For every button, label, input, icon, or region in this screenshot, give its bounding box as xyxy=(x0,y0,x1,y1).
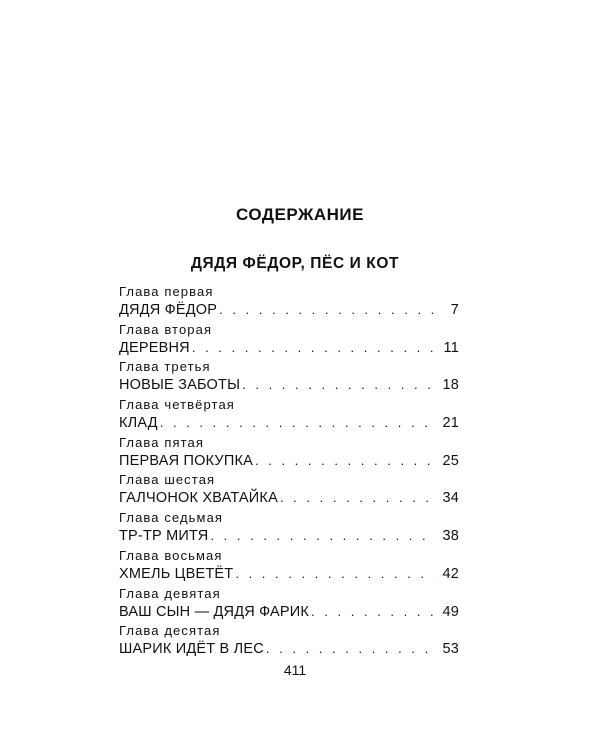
chapter-label: Глава девятая xyxy=(119,585,221,601)
chapter-label: Глава первая xyxy=(119,284,214,299)
chapter-page-number: 25 xyxy=(442,452,459,469)
chapter-line xyxy=(119,488,459,508)
dot-leader xyxy=(255,451,435,471)
page-number: 411 xyxy=(283,662,307,678)
chapter-label: Глава третья xyxy=(119,359,211,375)
toc-entry xyxy=(119,434,459,472)
toc-entry xyxy=(119,321,459,359)
dot-leader xyxy=(210,526,435,546)
toc-entry xyxy=(119,622,459,660)
chapter-line xyxy=(119,526,459,546)
dot-leader xyxy=(242,375,435,395)
toc-entry xyxy=(119,283,459,321)
section-heading: ДЯДЯ ФЁДОР, ПЁС И КОТ xyxy=(190,255,400,272)
chapter-name: ДЕРЕВНЯ xyxy=(119,339,190,356)
toc-entry xyxy=(119,471,459,509)
chapter-page-number: 49 xyxy=(442,603,459,620)
chapter-page-number: 21 xyxy=(442,415,459,432)
chapter-line xyxy=(119,639,459,659)
dot-leader xyxy=(160,413,435,433)
contents-heading: СОДЕРЖАНИЕ xyxy=(236,205,364,224)
dot-leader xyxy=(266,639,435,659)
chapter-name: ШАРИК ИДЁТ В ЛЕС xyxy=(119,641,264,658)
chapter-name: ТР-ТР МИТЯ xyxy=(119,528,209,545)
chapter-line xyxy=(119,413,459,433)
dot-leader xyxy=(192,338,435,358)
chapter-name: КЛАД xyxy=(119,415,158,432)
chapter-line xyxy=(119,564,459,584)
toc-entry xyxy=(119,509,459,547)
chapter-name: ПЕРВАЯ ПОКУПКА xyxy=(119,452,253,469)
chapter-page-number: 53 xyxy=(442,641,459,658)
chapter-name: НОВЫЕ ЗАБОТЫ xyxy=(119,377,241,394)
toc-entry xyxy=(119,358,459,396)
chapter-line xyxy=(119,300,459,320)
chapter-page-number: 7 xyxy=(450,302,459,318)
chapter-page-number: 11 xyxy=(443,339,459,356)
dot-leader xyxy=(219,300,435,320)
chapter-name: ДЯДЯ ФЁДОР xyxy=(119,302,218,318)
chapter-name: ВАШ СЫН — ДЯДЯ ФАРИК xyxy=(119,603,310,620)
chapter-line xyxy=(119,338,459,358)
chapter-page-number: 38 xyxy=(442,528,459,545)
chapter-page-number: 34 xyxy=(442,490,459,507)
chapter-line xyxy=(119,375,459,395)
chapter-label: Глава седьмая xyxy=(119,510,224,526)
chapter-label: Глава восьмая xyxy=(119,547,223,563)
chapter-name: ГАЛЧОНОК ХВАТАЙКА xyxy=(119,490,278,507)
chapter-label: Глава десятая xyxy=(119,623,221,639)
chapter-line xyxy=(119,451,459,471)
toc-entry xyxy=(119,547,459,585)
table-of-contents xyxy=(119,283,459,660)
dot-leader xyxy=(280,488,435,508)
dot-leader xyxy=(235,564,435,584)
chapter-name: ХМЕЛЬ ЦВЕТЁТ xyxy=(119,565,234,582)
chapter-page-number: 42 xyxy=(442,565,459,582)
chapter-label: Глава четвёртая xyxy=(119,397,235,413)
chapter-label: Глава вторая xyxy=(119,321,213,337)
toc-entry xyxy=(119,585,459,623)
chapter-label: Глава шестая xyxy=(119,472,216,488)
chapter-label: Глава пятая xyxy=(119,434,204,450)
chapter-line xyxy=(119,602,459,622)
dot-leader xyxy=(311,602,435,622)
toc-entry xyxy=(119,396,459,434)
chapter-page-number: 18 xyxy=(442,377,459,394)
